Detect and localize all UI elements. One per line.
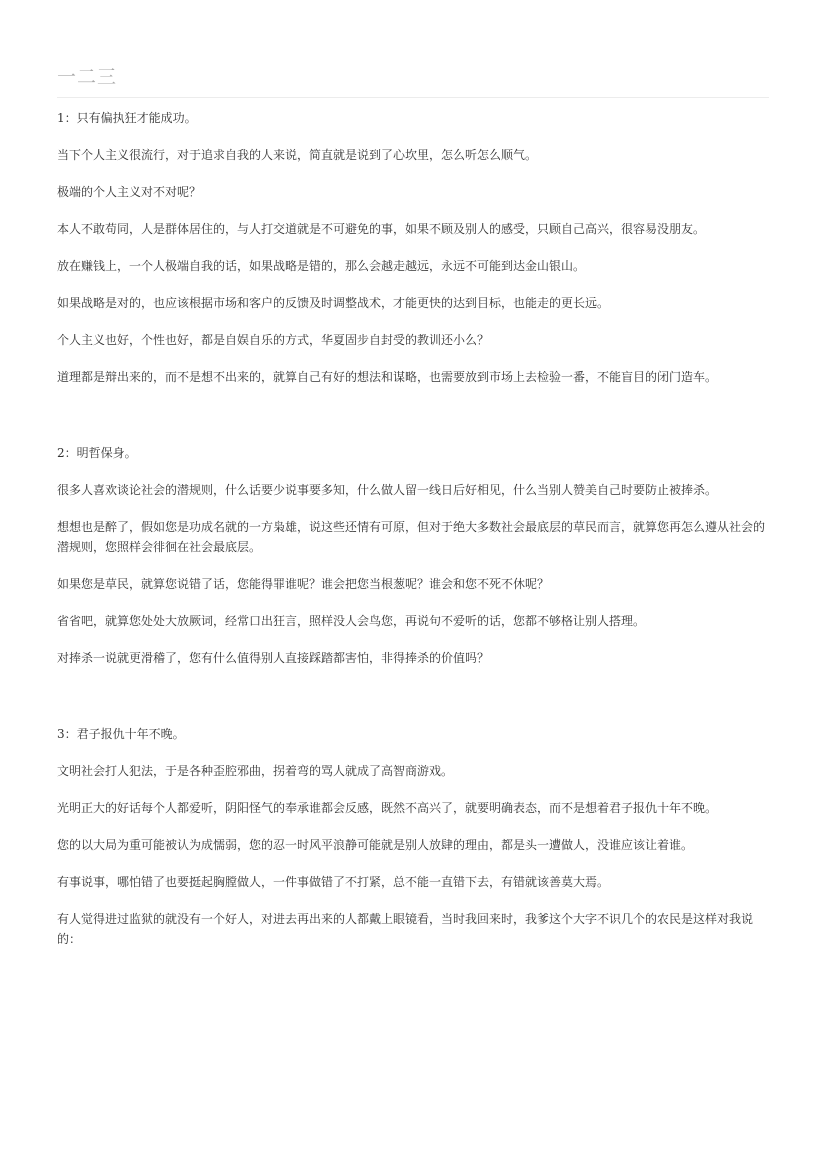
paragraph: 光明正大的好话每个人都爱听，阴阳怪气的奉承谁都会反感，既然不高兴了，就要明确表态，而不是想着君子报仇十年不晚。 (57, 801, 718, 815)
paragraph: 有事说事，哪怕错了也要挺起胸膛做人，一件事做错了不打紧，总不能一直错下去，有错就该善莫大焉。 (57, 875, 610, 889)
paragraph: 有人觉得进过监狱的就没有一个好人，对进去再出来的人都戴上眼镜看，当时我回来时，我爹这个大字不识几个的农民是这样对我说的： (57, 912, 754, 946)
paragraph: 很多人喜欢谈论社会的潜规则，什么话要少说事要多知，什么做人留一线日后好相见，什么当别人赞美自己时要防止被捧杀。 (57, 483, 718, 497)
paragraph: 如果您是草民，就算您说错了话，您能得罪谁呢？谁会把您当根葱呢？谁会和您不死不休呢？ (57, 577, 550, 591)
section-heading: 2：明哲保身。 (57, 446, 137, 460)
paragraph: 放在赚钱上，一个人极端自我的话，如果战略是错的，那么会越走越远，永远不可能到达金山银山。 (57, 259, 586, 273)
section-heading: 1：只有偏执狂才能成功。 (57, 111, 197, 125)
paragraph: 当下个人主义很流行，对于追求自我的人来说，简直就是说到了心坎里，怎么听怎么顺气。 (57, 148, 538, 162)
page-title: 一二三 (57, 66, 118, 88)
paragraph: 对捧杀一说就更滑稽了，您有什么值得别人直接踩踏都害怕，非得捧杀的价值吗？ (57, 651, 490, 665)
paragraph: 道理都是辩出来的，而不是想不出来的，就算自己有好的想法和谋略，也需要放到市场上去检验一番，不能盲目的闭门造车。 (57, 370, 718, 384)
paragraph: 个人主义也好，个性也好，都是自娱自乐的方式，华夏固步自封受的教训还小么？ (57, 333, 490, 347)
paragraph: 文明社会打人犯法，于是各种歪腔邪曲，拐着弯的骂人就成了高智商游戏。 (57, 764, 454, 778)
paragraph: 本人不敢苟同，人是群体居住的，与人打交道就是不可避免的事，如果不顾及别人的感受，只顾自己高兴，很容易没朋友。 (57, 222, 706, 236)
paragraph: 极端的个人主义对不对呢？ (57, 185, 202, 199)
title-divider (57, 97, 769, 98)
section-heading: 3：君子报仇十年不晚。 (57, 727, 185, 741)
paragraph: 省省吧，就算您处处大放厥词，经常口出狂言，照样没人会鸟您，再说句不爱听的话，您都不够格让别人搭理。 (57, 614, 646, 628)
article-body (57, 104, 769, 949)
paragraph: 想想也是醉了，假如您是功成名就的一方枭雄，说这些还情有可原，但对于绝大多数社会最底层的草民而言，就算您再怎么遵从社会的潜规则，您照样会徘徊在社会最底层。 (57, 520, 766, 554)
paragraph: 如果战略是对的，也应该根据市场和客户的反馈及时调整战术，才能更快的达到目标，也能走的更长远。 (57, 296, 610, 310)
paragraph: 您的以大局为重可能被认为成懦弱，您的忍一时风平浪静可能就是别人放肆的理由，都是头一遭做人，没谁应该让着谁。 (57, 838, 694, 852)
